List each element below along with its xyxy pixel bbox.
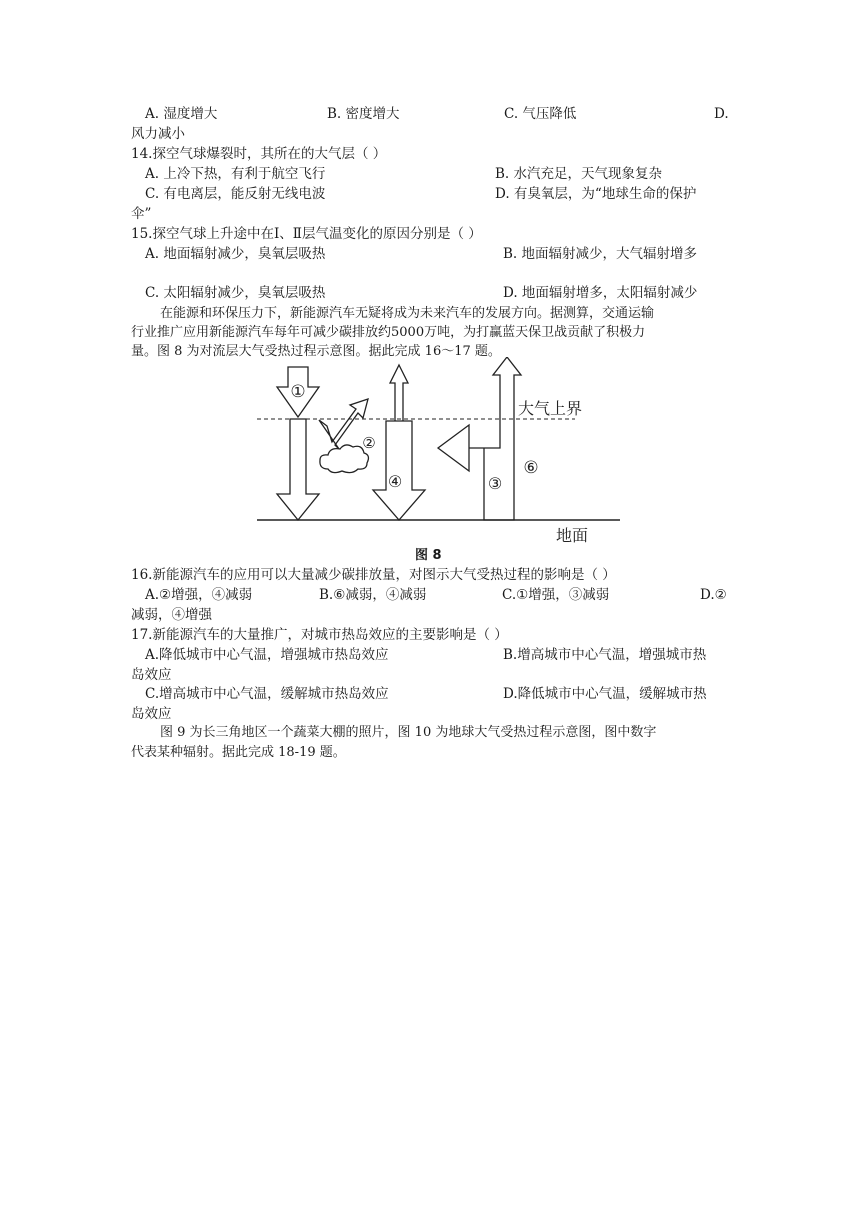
q15-option-a: A. 地面辐射减少，臭氧层吸热 xyxy=(145,246,326,262)
q15-option-b: B. 地面辐射减少，大气辐射增多 xyxy=(503,246,698,262)
q14-option-d-head: D. 有臭氧层，为“地球生命的保护 xyxy=(495,186,697,202)
q16-option-b: B.⑥减弱，④减弱 xyxy=(319,587,427,603)
passage2-line2: 代表某种辐射。据此完成 18-19 题。 xyxy=(131,745,346,760)
q17-option-d-head: D.降低城市中心气温，缓解城市热 xyxy=(503,686,707,702)
q14-option-d-tail: 伞” xyxy=(131,206,152,222)
label-top-of-atmosphere: 大气上界 xyxy=(518,399,583,418)
arrow-3-shape xyxy=(438,357,521,520)
q14-option-b: B. 水汽充足，天气现象复杂 xyxy=(495,166,663,182)
arrow-ground-absorbed xyxy=(277,419,319,520)
passage2-line1: 图 9 为长三角地区一个蔬菜大棚的照片，图 10 为地球大气受热过程示意图，图中数字 xyxy=(160,725,657,740)
q17-option-d-tail: 岛效应 xyxy=(131,706,172,722)
passage1-line3: 量。图 8 为对流层大气受热过程示意图。据此完成 16～17 题。 xyxy=(131,344,501,359)
label-ground: 地面 xyxy=(556,526,589,545)
figure-8-caption: 图 8 xyxy=(415,548,442,563)
q13-option-d-head: D. xyxy=(714,106,729,122)
q13-option-b: B. 密度增大 xyxy=(327,106,400,122)
cloud-shape xyxy=(320,445,369,473)
q15-option-c: C. 太阳辐射减少，臭氧层吸热 xyxy=(145,285,326,301)
q15-stem: 15.探空气球上升途中在Ⅰ、Ⅱ层气温变化的原因分别是（ ） xyxy=(131,226,482,242)
q16-option-c: C.①增强，③减弱 xyxy=(502,587,610,603)
q14-stem: 14.探空气球爆裂时，其所在的大气层（ ） xyxy=(131,146,387,162)
q15-option-d: D. 地面辐射增多，太阳辐射减少 xyxy=(503,285,698,301)
q16-option-d-head: D.② xyxy=(700,587,727,603)
figure-8-atmosphere-heating-diagram xyxy=(240,357,620,547)
q16-option-a: A.②增强，④减弱 xyxy=(145,587,253,603)
label-arrow-3: ③ xyxy=(487,474,503,493)
q16-stem: 16.新能源汽车的应用可以大量减少碳排放量，对图示大气受热过程的影响是（ ） xyxy=(131,567,616,583)
passage1-line1: 在能源和环保压力下，新能源汽车无疑将成为未来汽车的发展方向。据测算，交通运输 xyxy=(160,306,655,321)
passage1-line2: 行业推广应用新能源汽车每年可减少碳排放约5000万吨，为打赢蓝天保卫战贡献了积极力 xyxy=(131,325,646,340)
q14-option-c: C. 有电离层，能反射无线电波 xyxy=(145,186,326,202)
q17-option-c: C.增高城市中心气温，缓解城市热岛效应 xyxy=(145,686,389,702)
label-arrow-4: ④ xyxy=(387,472,403,491)
arrow-4-shape xyxy=(373,421,425,520)
q13-option-a: A. 湿度增大 xyxy=(145,106,218,122)
label-arrow-2: ② xyxy=(362,434,376,452)
q17-option-a: A.降低城市中心气温，增强城市热岛效应 xyxy=(145,647,389,663)
q13-option-c: C. 气压降低 xyxy=(504,106,577,122)
q13-option-d-tail: 风力减小 xyxy=(131,126,185,142)
label-arrow-1: ① xyxy=(290,382,306,402)
q16-option-d-tail: 减弱，④增强 xyxy=(131,607,212,623)
label-arrow-6: ⑥ xyxy=(523,458,539,478)
arrow-2-shape xyxy=(319,399,368,449)
q14-option-a: A. 上冷下热，有利于航空飞行 xyxy=(145,166,326,182)
figure-8-svg xyxy=(240,357,620,547)
q17-stem: 17.新能源汽车的大量推广，对城市热岛效应的主要影响是（ ） xyxy=(131,627,508,643)
q17-option-b-head: B.增高城市中心气温，增强城市热 xyxy=(503,647,707,663)
q17-option-b-tail: 岛效应 xyxy=(131,667,172,683)
